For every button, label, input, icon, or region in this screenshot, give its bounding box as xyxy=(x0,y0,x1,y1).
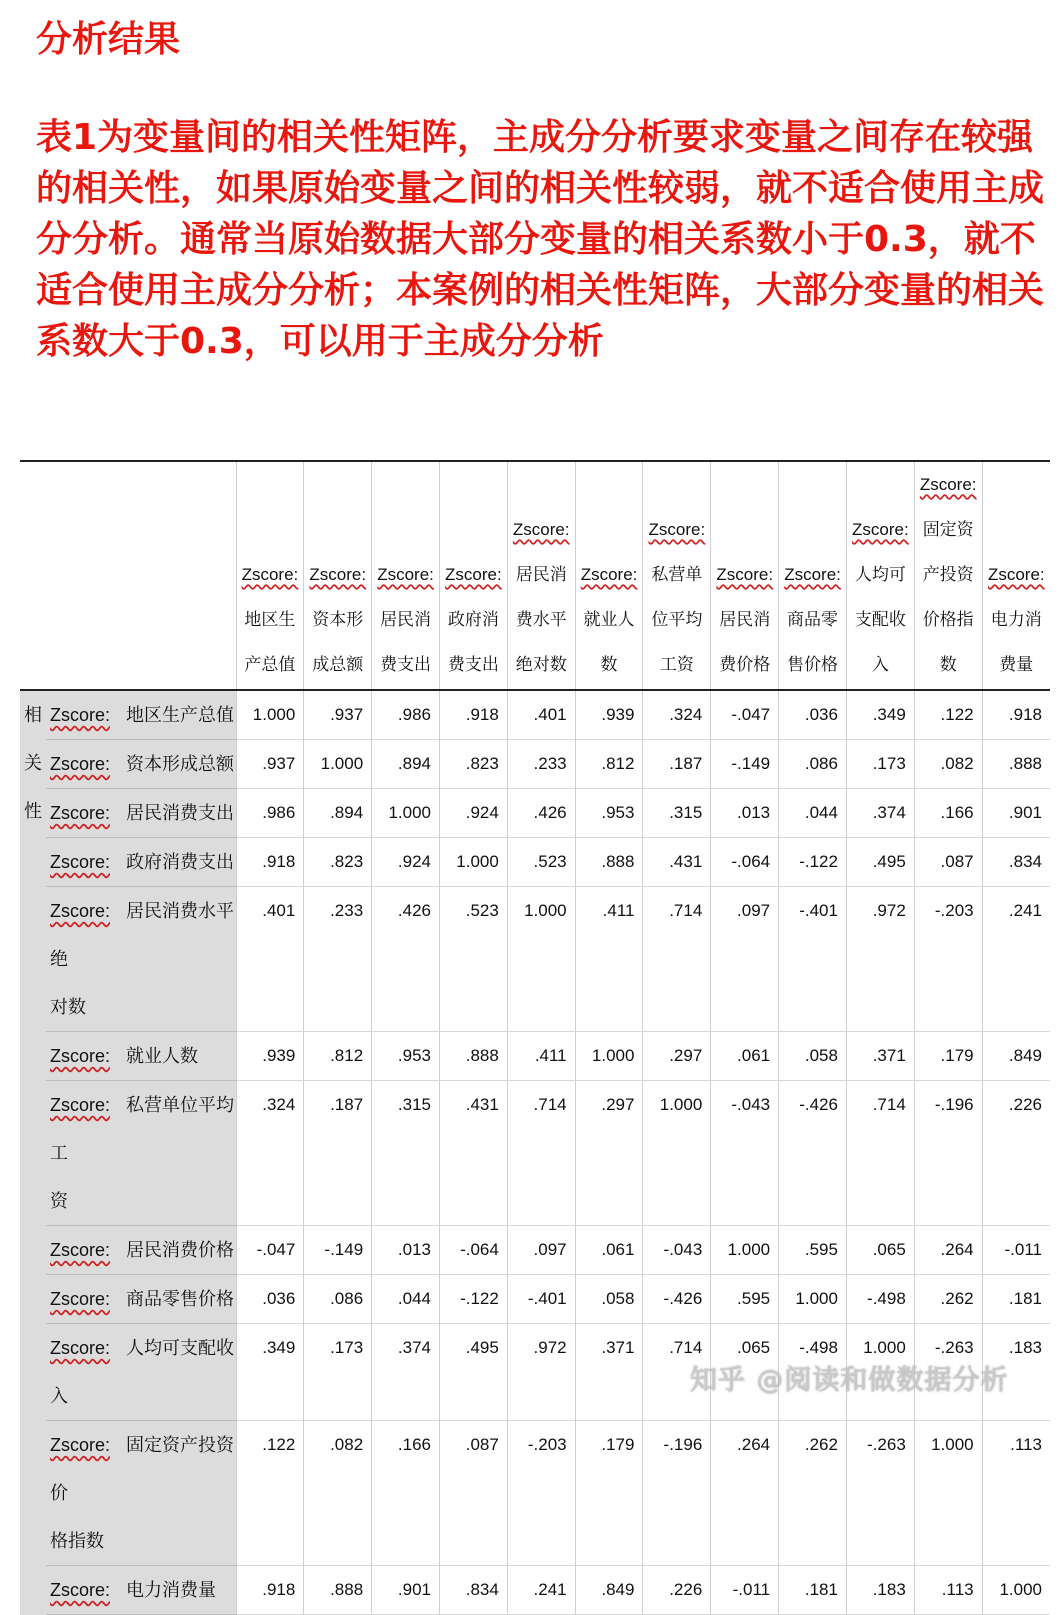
zscore-prefix: Zscore: xyxy=(50,1435,111,1455)
column-header-line: 数 xyxy=(600,655,618,674)
correlation-cell: -.064 xyxy=(711,838,779,887)
correlation-cell: .181 xyxy=(779,1566,847,1615)
correlation-cell: .113 xyxy=(982,1421,1050,1566)
correlation-cell: .595 xyxy=(779,1226,847,1275)
correlation-cell: .431 xyxy=(643,838,711,887)
column-header-line: 售价格 xyxy=(787,655,839,674)
correlation-cell: .233 xyxy=(304,887,372,1032)
column-header-line: 绝对数 xyxy=(515,655,567,674)
correlation-cell: 1.000 xyxy=(439,838,507,887)
row-label xyxy=(46,1275,236,1324)
zscore-prefix: Zscore: xyxy=(241,565,299,584)
correlation-cell: .058 xyxy=(575,1275,643,1324)
correlation-cell: -.401 xyxy=(779,887,847,1032)
zscore-prefix: Zscore: xyxy=(50,754,111,774)
correlation-cell: .894 xyxy=(372,740,440,789)
correlation-cell: .714 xyxy=(846,1081,914,1226)
correlation-cell: .953 xyxy=(372,1032,440,1081)
correlation-cell: .187 xyxy=(643,740,711,789)
row-label-text-cont: 资 xyxy=(50,1191,68,1211)
table-row xyxy=(20,740,1050,789)
column-header-line: 数 xyxy=(939,655,957,674)
correlation-cell: .834 xyxy=(982,838,1050,887)
row-group-label-char: 相 xyxy=(24,705,42,725)
correlation-cell: .324 xyxy=(236,1081,304,1226)
row-label xyxy=(46,1081,236,1226)
correlation-cell: .058 xyxy=(779,1032,847,1081)
correlation-cell: .044 xyxy=(779,789,847,838)
correlation-cell: .924 xyxy=(439,789,507,838)
corner-blank xyxy=(20,462,46,690)
row-label xyxy=(46,1324,236,1421)
correlation-cell: .173 xyxy=(304,1324,372,1421)
correlation-cell: .036 xyxy=(779,690,847,740)
correlation-cell: .371 xyxy=(846,1032,914,1081)
column-header xyxy=(846,462,914,690)
correlation-cell: .918 xyxy=(236,838,304,887)
correlation-cell: .714 xyxy=(507,1081,575,1226)
correlation-cell: .595 xyxy=(711,1275,779,1324)
correlation-cell: -.401 xyxy=(507,1275,575,1324)
correlation-cell: .374 xyxy=(372,1324,440,1421)
zscore-prefix: Zscore: xyxy=(648,520,706,539)
correlation-cell: .918 xyxy=(236,1566,304,1615)
correlation-cell: .894 xyxy=(304,789,372,838)
column-header-line: 费价格 xyxy=(719,655,771,674)
column-header-line: 成总额 xyxy=(312,655,364,674)
correlation-matrix xyxy=(20,460,1050,1615)
correlation-cell: .264 xyxy=(914,1226,982,1275)
correlation-cell: 1.000 xyxy=(711,1226,779,1275)
column-header-line: 居民消 xyxy=(719,610,771,629)
row-group-label xyxy=(20,690,46,1615)
table-row xyxy=(20,838,1050,887)
column-header-line: 居民消 xyxy=(515,565,567,584)
correlation-cell: .349 xyxy=(236,1324,304,1421)
row-label-text: 居民消费支出 xyxy=(126,803,235,823)
column-header-line: 人均可 xyxy=(854,565,906,584)
correlation-cell: .888 xyxy=(982,740,1050,789)
column-header-row xyxy=(20,462,1050,690)
row-label-text: 居民消费价格 xyxy=(126,1240,235,1260)
correlation-cell: .812 xyxy=(304,1032,372,1081)
zscore-prefix: Zscore: xyxy=(50,901,111,921)
column-header xyxy=(779,462,847,690)
correlation-cell: .179 xyxy=(914,1032,982,1081)
page-title: 分析结果 xyxy=(36,19,181,60)
correlation-cell: .097 xyxy=(507,1226,575,1275)
row-group-label-char: 关 xyxy=(24,753,42,773)
correlation-cell: -.011 xyxy=(982,1226,1050,1275)
correlation-cell: .233 xyxy=(507,740,575,789)
correlation-cell: .065 xyxy=(711,1324,779,1421)
correlation-cell: .714 xyxy=(643,1324,711,1421)
row-label xyxy=(46,740,236,789)
column-header-line: 费量 xyxy=(999,655,1034,674)
correlation-cell: .065 xyxy=(846,1226,914,1275)
column-header-line: 就业人 xyxy=(583,610,635,629)
row-label-text: 就业人数 xyxy=(126,1046,199,1066)
column-header-line: 私营单 xyxy=(651,565,703,584)
correlation-cell: .264 xyxy=(711,1421,779,1566)
correlation-cell: .086 xyxy=(779,740,847,789)
zscore-prefix: Zscore: xyxy=(50,705,111,725)
zscore-prefix: Zscore: xyxy=(919,475,977,494)
analysis-description: 表1为变量间的相关性矩阵，主成分分析要求变量之间存在较强的相关性，如果原始变量之间的相关性较弱，就不适合使用主成分分析。通常当原始数据大部分变量的相关系数小于0.3，就不适合使用主成分分析；本案例的相关性矩阵，大部分变量的相关系数大于0.3，可以用于主成分分析 xyxy=(36,117,1045,362)
correlation-cell: .241 xyxy=(507,1566,575,1615)
correlation-cell: .324 xyxy=(643,690,711,740)
correlation-cell: .086 xyxy=(304,1275,372,1324)
correlation-cell: .044 xyxy=(372,1275,440,1324)
column-header-line: 位平均 xyxy=(651,610,703,629)
row-label-text-cont: 格指数 xyxy=(50,1531,104,1551)
row-label-text-cont: 对数 xyxy=(50,997,86,1017)
correlation-cell: -.196 xyxy=(914,1081,982,1226)
correlation-cell: .986 xyxy=(236,789,304,838)
row-label-text: 商品零售价格 xyxy=(126,1289,235,1309)
column-header-line: 固定资 xyxy=(922,520,974,539)
correlation-cell: .061 xyxy=(711,1032,779,1081)
correlation-cell: .013 xyxy=(711,789,779,838)
correlation-cell: .183 xyxy=(982,1324,1050,1421)
correlation-cell: .849 xyxy=(982,1032,1050,1081)
row-label-text: 私营单位平均工 xyxy=(50,1095,235,1163)
correlation-cell: 1.000 xyxy=(372,789,440,838)
zscore-prefix: Zscore: xyxy=(50,1046,111,1066)
correlation-cell: .349 xyxy=(846,690,914,740)
correlation-cell: -.043 xyxy=(643,1226,711,1275)
watermark: 知乎 @阅读和做数据分析 xyxy=(690,1365,1009,1396)
row-label xyxy=(46,887,236,1032)
correlation-cell: .937 xyxy=(236,740,304,789)
correlation-cell: .166 xyxy=(372,1421,440,1566)
column-header xyxy=(643,462,711,690)
row-label-text: 地区生产总值 xyxy=(126,705,235,725)
column-header-line: 产投资 xyxy=(922,565,974,584)
correlation-cell: .262 xyxy=(779,1421,847,1566)
correlation-cell: .183 xyxy=(846,1566,914,1615)
correlation-cell: .241 xyxy=(982,887,1050,1032)
correlation-cell: .297 xyxy=(575,1081,643,1226)
correlation-cell: .113 xyxy=(914,1566,982,1615)
column-header xyxy=(982,462,1050,690)
column-header xyxy=(914,462,982,690)
column-header xyxy=(711,462,779,690)
correlation-cell: .374 xyxy=(846,789,914,838)
correlation-cell: .901 xyxy=(982,789,1050,838)
correlation-cell: .297 xyxy=(643,1032,711,1081)
row-label xyxy=(46,1421,236,1566)
correlation-cell: .849 xyxy=(575,1566,643,1615)
column-header-line: 政府消 xyxy=(447,610,499,629)
correlation-cell: .401 xyxy=(507,690,575,740)
correlation-cell: -.263 xyxy=(846,1421,914,1566)
correlation-cell: 1.000 xyxy=(304,740,372,789)
correlation-cell: .523 xyxy=(507,838,575,887)
correlation-cell: .953 xyxy=(575,789,643,838)
table-row xyxy=(20,1421,1050,1566)
column-header-line: 价格指 xyxy=(922,610,974,629)
correlation-cell: -.122 xyxy=(779,838,847,887)
table-row xyxy=(20,1032,1050,1081)
column-header-line: 地区生 xyxy=(244,610,296,629)
correlation-cell: .426 xyxy=(372,887,440,1032)
correlation-cell: .523 xyxy=(439,887,507,1032)
correlation-cell: .087 xyxy=(439,1421,507,1566)
correlation-cell: .888 xyxy=(304,1566,372,1615)
correlation-cell: -.011 xyxy=(711,1566,779,1615)
correlation-cell: .411 xyxy=(507,1032,575,1081)
correlation-cell: .714 xyxy=(643,887,711,1032)
zscore-prefix: Zscore: xyxy=(50,1580,111,1600)
correlation-cell: .122 xyxy=(236,1421,304,1566)
table-row xyxy=(20,1275,1050,1324)
correlation-table xyxy=(20,462,1050,1615)
correlation-cell: .937 xyxy=(304,690,372,740)
column-header-line: 费支出 xyxy=(447,655,499,674)
correlation-cell: .122 xyxy=(914,690,982,740)
correlation-cell: .495 xyxy=(439,1324,507,1421)
correlation-cell: .097 xyxy=(711,887,779,1032)
correlation-cell: .972 xyxy=(507,1324,575,1421)
correlation-cell: -.047 xyxy=(236,1226,304,1275)
correlation-cell: .173 xyxy=(846,740,914,789)
correlation-cell: 1.000 xyxy=(779,1275,847,1324)
correlation-cell: .401 xyxy=(236,887,304,1032)
corner-blank xyxy=(46,462,236,690)
row-label-text: 政府消费支出 xyxy=(126,852,235,872)
zscore-prefix: Zscore: xyxy=(512,520,570,539)
correlation-cell: .166 xyxy=(914,789,982,838)
table-row xyxy=(20,690,1050,740)
column-header-line: 工资 xyxy=(659,655,694,674)
correlation-cell: .834 xyxy=(439,1566,507,1615)
correlation-cell: 1.000 xyxy=(982,1566,1050,1615)
correlation-cell: -.064 xyxy=(439,1226,507,1275)
correlation-cell: .823 xyxy=(439,740,507,789)
correlation-cell: -.426 xyxy=(643,1275,711,1324)
correlation-cell: .431 xyxy=(439,1081,507,1226)
correlation-cell: .918 xyxy=(439,690,507,740)
correlation-cell: .082 xyxy=(304,1421,372,1566)
correlation-cell: .986 xyxy=(372,690,440,740)
correlation-cell: .187 xyxy=(304,1081,372,1226)
correlation-cell: .315 xyxy=(643,789,711,838)
correlation-cell: .939 xyxy=(575,690,643,740)
correlation-cell: -.498 xyxy=(846,1275,914,1324)
table-row xyxy=(20,1566,1050,1615)
column-header-line: 资本形 xyxy=(312,610,364,629)
column-header xyxy=(439,462,507,690)
correlation-cell: 1.000 xyxy=(643,1081,711,1226)
column-header xyxy=(575,462,643,690)
correlation-cell: .411 xyxy=(575,887,643,1032)
column-header-line: 产总值 xyxy=(244,655,296,674)
zscore-prefix: Zscore: xyxy=(50,1289,111,1309)
correlation-cell: .918 xyxy=(982,690,1050,740)
row-label-text: 居民消费水平绝 xyxy=(50,901,235,969)
table-row xyxy=(20,887,1050,1032)
column-header-line: 支配收 xyxy=(854,610,906,629)
row-label-text: 资本形成总额 xyxy=(126,754,235,774)
correlation-cell: -.203 xyxy=(507,1421,575,1566)
correlation-cell: -.047 xyxy=(711,690,779,740)
row-label xyxy=(46,1566,236,1615)
correlation-cell: -.122 xyxy=(439,1275,507,1324)
correlation-cell: .262 xyxy=(914,1275,982,1324)
correlation-cell: -.043 xyxy=(711,1081,779,1226)
zscore-prefix: Zscore: xyxy=(580,565,638,584)
correlation-cell: -.196 xyxy=(643,1421,711,1566)
zscore-prefix: Zscore: xyxy=(716,565,774,584)
row-label xyxy=(46,690,236,740)
zscore-prefix: Zscore: xyxy=(377,565,434,584)
column-header-line: 费支出 xyxy=(380,655,432,674)
zscore-prefix: Zscore: xyxy=(309,565,367,584)
column-header-line: 商品零 xyxy=(787,610,839,629)
correlation-cell: .924 xyxy=(372,838,440,887)
column-header xyxy=(507,462,575,690)
correlation-cell: .226 xyxy=(982,1081,1050,1226)
zscore-prefix: Zscore: xyxy=(50,1240,111,1260)
zscore-prefix: Zscore: xyxy=(50,1095,111,1115)
row-label-text: 人均可支配收入 xyxy=(50,1338,235,1406)
zscore-prefix: Zscore: xyxy=(987,565,1045,584)
correlation-cell: 1.000 xyxy=(846,1324,914,1421)
correlation-cell: 1.000 xyxy=(914,1421,982,1566)
correlation-cell: .179 xyxy=(575,1421,643,1566)
table-row xyxy=(20,789,1050,838)
correlation-cell: .315 xyxy=(372,1081,440,1226)
column-header-line: 入 xyxy=(871,655,889,674)
correlation-cell: .082 xyxy=(914,740,982,789)
correlation-cell: .181 xyxy=(982,1275,1050,1324)
row-label xyxy=(46,1032,236,1081)
correlation-cell: .226 xyxy=(643,1566,711,1615)
correlation-cell: .972 xyxy=(846,887,914,1032)
correlation-cell: .061 xyxy=(575,1226,643,1275)
correlation-cell: .888 xyxy=(575,838,643,887)
row-label xyxy=(46,789,236,838)
column-header-line: 居民消 xyxy=(380,610,432,629)
correlation-cell: 1.000 xyxy=(507,887,575,1032)
table-row xyxy=(20,1081,1050,1226)
zscore-prefix: Zscore: xyxy=(445,565,502,584)
column-header xyxy=(372,462,440,690)
correlation-cell: .036 xyxy=(236,1275,304,1324)
zscore-prefix: Zscore: xyxy=(852,520,909,539)
row-label-text: 电力消费量 xyxy=(126,1580,217,1600)
zscore-prefix: Zscore: xyxy=(784,565,841,584)
zscore-prefix: Zscore: xyxy=(50,1338,111,1358)
correlation-cell: .495 xyxy=(846,838,914,887)
correlation-cell: 1.000 xyxy=(236,690,304,740)
row-label xyxy=(46,1226,236,1275)
correlation-cell: .013 xyxy=(372,1226,440,1275)
correlation-cell: .426 xyxy=(507,789,575,838)
column-header xyxy=(304,462,372,690)
correlation-cell: .087 xyxy=(914,838,982,887)
correlation-cell: .823 xyxy=(304,838,372,887)
correlation-cell: .812 xyxy=(575,740,643,789)
correlation-cell: -.498 xyxy=(779,1324,847,1421)
correlation-cell: -.203 xyxy=(914,887,982,1032)
row-label-text: 固定资产投资价 xyxy=(50,1435,235,1503)
correlation-cell: -.149 xyxy=(304,1226,372,1275)
correlation-cell: .888 xyxy=(439,1032,507,1081)
column-header xyxy=(236,462,304,690)
correlation-cell: 1.000 xyxy=(575,1032,643,1081)
column-header-line: 电力消 xyxy=(990,610,1042,629)
zscore-prefix: Zscore: xyxy=(50,852,111,872)
zscore-prefix: Zscore: xyxy=(50,803,111,823)
row-label xyxy=(46,838,236,887)
correlation-cell: .371 xyxy=(575,1324,643,1421)
correlation-cell: -.149 xyxy=(711,740,779,789)
column-header-line: 费水平 xyxy=(515,610,567,629)
table-row xyxy=(20,1226,1050,1275)
correlation-cell: -.426 xyxy=(779,1081,847,1226)
correlation-cell: .901 xyxy=(372,1566,440,1615)
correlation-cell: -.263 xyxy=(914,1324,982,1421)
row-group-label-char: 性 xyxy=(24,801,42,821)
correlation-cell: .939 xyxy=(236,1032,304,1081)
